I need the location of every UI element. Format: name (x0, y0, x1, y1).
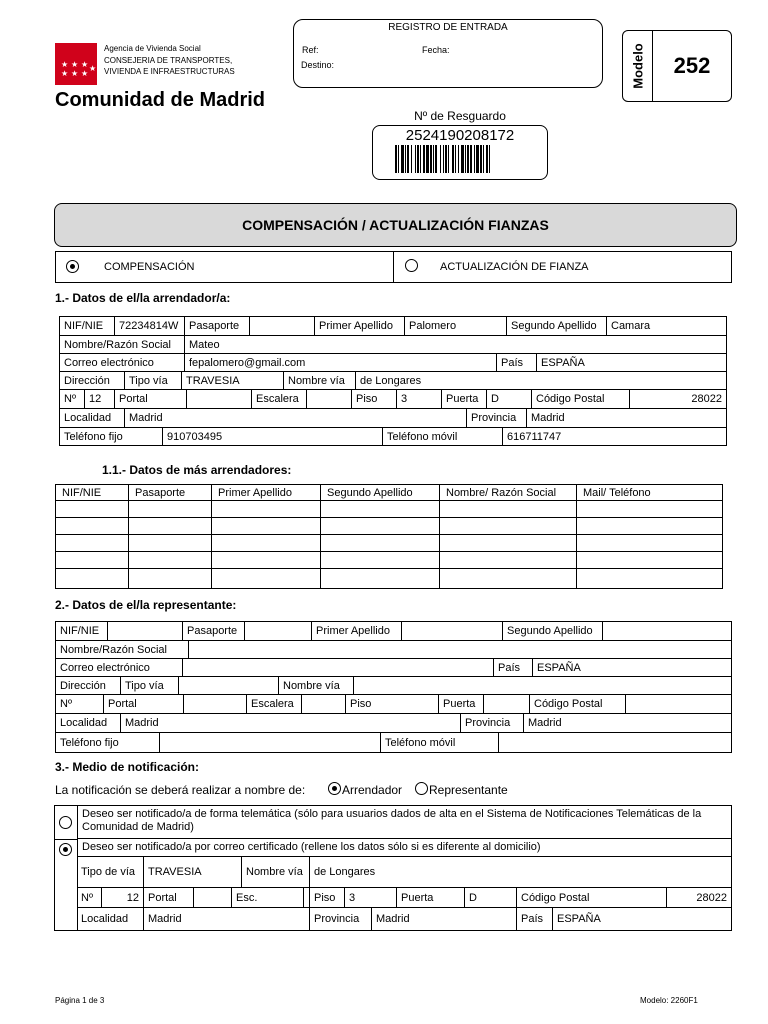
table-cell[interactable] (321, 518, 440, 534)
rep-tipo-via-label: Tipo vía (121, 677, 179, 694)
representante-grid (55, 621, 732, 753)
rep-tel-movil-label: Teléfono móvil (381, 733, 499, 752)
table-cell[interactable] (321, 535, 440, 551)
table-cell[interactable] (577, 569, 722, 588)
table-cell[interactable] (56, 518, 129, 534)
table-cell[interactable] (577, 552, 722, 568)
primer-apellido-field[interactable]: Palomero (405, 317, 507, 335)
tipo-via-field[interactable]: TRAVESIA (182, 372, 284, 389)
brand-title: Comunidad de Madrid (55, 89, 265, 111)
rep-tel-fijo-label: Teléfono fijo (56, 733, 160, 752)
localidad-field[interactable]: Madrid (125, 409, 467, 427)
rep-provincia-label: Provincia (461, 714, 524, 732)
cp-field[interactable]: 28022 (691, 393, 722, 405)
table-cell[interactable] (129, 569, 212, 588)
pasaporte-label: Pasaporte (185, 317, 250, 335)
table-cell[interactable] (440, 552, 577, 568)
column-header: Pasaporte (129, 485, 212, 500)
arrendador-grid (59, 316, 727, 446)
arrendador-row-telefono (60, 428, 726, 445)
table-cell[interactable] (321, 552, 440, 568)
telematica-radio[interactable] (59, 816, 72, 829)
rep-nombre-via-field[interactable] (354, 677, 731, 694)
table-cell[interactable] (56, 535, 129, 551)
table-cell[interactable] (212, 535, 321, 551)
registro-entrada-box (293, 19, 603, 88)
tipo-via-label: Tipo vía (125, 372, 182, 389)
correo-field[interactable]: fepalomero@gmail.com (185, 354, 497, 371)
cp-label: Código Postal (532, 390, 630, 408)
destino-label: Destino: (301, 60, 335, 70)
rep-cp-label: Código Postal (530, 695, 626, 713)
puerta-label: Puerta (442, 390, 487, 408)
rep-nombre-field[interactable] (189, 641, 731, 658)
corr-localidad-field[interactable]: Madrid (144, 908, 310, 930)
column-header: Nombre/ Razón Social (440, 485, 577, 500)
primer-apellido-label: Primer Apellido (315, 317, 405, 335)
page-number: Página 1 de 3 (55, 996, 105, 1005)
table-row (56, 501, 722, 518)
table-row (56, 552, 722, 569)
portal-field[interactable] (187, 390, 252, 408)
corr-pais-label: País (517, 908, 553, 930)
table-cell[interactable] (577, 501, 722, 517)
resguardo-number: 2524190208172 (405, 127, 515, 144)
nombre-field[interactable]: Mateo (189, 338, 220, 351)
corr-puerta-field[interactable]: D (465, 888, 517, 907)
column-header: Mail/ Teléfono (583, 486, 651, 499)
table-cell[interactable] (440, 535, 577, 551)
rep-row-correo (56, 659, 731, 677)
resguardo-box (372, 125, 548, 180)
corr-row-via (77, 856, 731, 888)
corr-provincia-field[interactable]: Madrid (372, 908, 517, 930)
representante-radio[interactable] (415, 782, 428, 795)
portal-label: Portal (115, 390, 187, 408)
nombre-via-label: Nombre vía (284, 372, 356, 389)
escalera-label: Escalera (252, 390, 307, 408)
notificacion-a-nombre: La notificación se deberá realizar a nombre de: (55, 783, 306, 797)
table-row (56, 535, 722, 552)
agency-text (104, 43, 264, 77)
compensacion-radio[interactable] (66, 260, 79, 273)
corr-cp-label: Código Postal (517, 888, 667, 907)
rep-primer-apellido-field[interactable] (402, 622, 503, 640)
ref-label: Ref: (302, 45, 319, 55)
table-cell[interactable] (129, 518, 212, 534)
rep-row-localidad (56, 714, 731, 733)
rep-segundo-apellido-field[interactable] (603, 622, 731, 640)
rep-primer-apellido-label: Primer Apellido (312, 622, 402, 640)
model-code: Modelo: 2260F1 (640, 996, 698, 1005)
arrendador-row-nombre (60, 336, 726, 354)
table-cell[interactable] (321, 501, 440, 517)
rep-localidad-field[interactable]: Madrid (121, 714, 461, 732)
segundo-apellido-field[interactable]: Camara (611, 320, 651, 332)
rep-localidad-label: Localidad (56, 714, 121, 732)
rep-nif-field[interactable] (108, 622, 183, 640)
section1-title: 1.- Datos de el/la arrendador/a: (55, 291, 231, 305)
corr-portal-label: Portal (144, 888, 194, 907)
direccion-label: Dirección (60, 372, 125, 389)
rep-row-nif (56, 622, 731, 641)
nombre-via-field[interactable]: de Longares (360, 374, 422, 387)
puerta-field[interactable]: D (487, 390, 532, 408)
rep-no-label: Nº (56, 695, 104, 713)
consejeria-name: CONSEJERIA DE TRANSPORTES, VIVIENDA E INFRAESTRUCTURAS (104, 56, 235, 76)
corr-pais-field[interactable]: ESPAÑA (557, 913, 601, 925)
column-header: Segundo Apellido (321, 485, 440, 500)
section2-title: 2.- Datos de el/la representante: (55, 598, 237, 612)
rep-pais-label: País (494, 659, 533, 676)
corr-row-numero (77, 888, 731, 908)
table-cell[interactable] (56, 501, 129, 517)
comunidad-madrid-logo: ★ ★ ★ ★ ★ ★ ★ (55, 43, 97, 85)
column-header: Primer Apellido (212, 485, 321, 500)
corr-piso-field[interactable]: 3 (345, 888, 397, 907)
rep-correo-label: Correo electrónico (56, 659, 183, 676)
arrendador-row-numero (60, 390, 726, 409)
rep-portal-label: Portal (104, 695, 184, 713)
modelo-number: 252 (673, 53, 711, 78)
rep-tel-movil-field[interactable] (499, 733, 731, 752)
rep-row-numero (56, 695, 731, 714)
correo-direccion-grid (77, 856, 731, 930)
arrendador-label: Arrendador (342, 783, 403, 797)
actualizacion-label: ACTUALIZACIÓN DE FIANZA (440, 261, 589, 273)
table-cell[interactable] (440, 518, 577, 534)
table-cell[interactable] (56, 569, 129, 588)
table-cell[interactable] (577, 535, 722, 551)
modelo-box (622, 30, 732, 102)
table-cell[interactable] (212, 518, 321, 534)
correo-text: Deseo ser notificado/a por correo certificado (rellene los datos sólo si es diferente al domicilio) (82, 841, 541, 853)
pais-field[interactable]: ESPAÑA (541, 356, 585, 369)
table-cell[interactable] (440, 569, 577, 588)
corr-no-label: Nº (77, 888, 102, 907)
table-row (56, 569, 722, 588)
rep-pais-field[interactable]: ESPAÑA (537, 661, 581, 674)
arrendador-row-localidad (60, 409, 726, 428)
rep-puerta-field[interactable] (484, 695, 530, 713)
rep-nombre-label: Nombre/Razón Social (56, 641, 189, 658)
section3-title: 3.- Medio de notificación: (55, 760, 200, 774)
escalera-field[interactable] (307, 390, 352, 408)
table-cell[interactable] (129, 501, 212, 517)
nif-label: NIF/NIE (60, 317, 115, 335)
modelo-label: Modelo (630, 43, 645, 89)
mas-arrendadores-table (55, 484, 723, 589)
rep-row-nombre (56, 641, 731, 659)
table-cell[interactable] (321, 569, 440, 588)
tel-fijo-field[interactable]: 910703495 (163, 428, 383, 445)
nif-field[interactable]: 72234814W (115, 317, 185, 335)
arrendador-row-direccion (60, 372, 726, 390)
table-cell[interactable] (440, 501, 577, 517)
rep-nif-label: NIF/NIE (56, 622, 108, 640)
resguardo-label: Nº de Resguardo (414, 109, 506, 123)
corr-puerta-label: Puerta (397, 888, 465, 907)
arrendador-row-correo (60, 354, 726, 372)
table-row (56, 518, 722, 535)
telematica-text: Deseo ser notificado/a de forma telemática (sólo para usuarios dados de alta en el Sistema de Notificaciones Telemáticas de la Comunidad de Madrid) (82, 808, 702, 833)
rep-nombre-via-label: Nombre vía (279, 677, 354, 694)
form-title: COMPENSACIÓN / ACTUALIZACIÓN FIANZAS (54, 203, 737, 247)
actualizacion-radio[interactable] (405, 259, 418, 272)
pais-label: País (497, 354, 537, 371)
localidad-label: Localidad (60, 409, 125, 427)
rep-row-telefono (56, 733, 731, 752)
corr-esc-label: Esc. (232, 888, 304, 907)
corr-tipo-via-field[interactable]: TRAVESIA (144, 857, 242, 887)
piso-label: Piso (352, 390, 397, 408)
rep-tipo-via-field[interactable] (179, 677, 279, 694)
notificacion-grid (54, 805, 732, 931)
correo-radio[interactable] (59, 843, 72, 856)
registro-title: REGISTRO DE ENTRADA (388, 22, 508, 33)
option-compensacion[interactable] (56, 252, 394, 282)
corr-no-field[interactable]: 12 (102, 888, 144, 907)
mas-table-header (56, 485, 722, 501)
rep-piso-label: Piso (346, 695, 439, 713)
arrendador-radio[interactable] (328, 782, 341, 795)
option-actualizacion[interactable] (394, 252, 731, 282)
corr-row-localidad (77, 908, 731, 930)
no-field[interactable]: 12 (85, 390, 115, 408)
tel-movil-field[interactable]: 616711747 (507, 430, 562, 443)
table-cell[interactable] (212, 552, 321, 568)
table-cell[interactable] (212, 501, 321, 517)
pasaporte-field[interactable] (250, 317, 315, 335)
corr-localidad-label: Localidad (77, 908, 144, 930)
tel-fijo-label: Teléfono fijo (60, 428, 163, 445)
rep-escalera-label: Escalera (247, 695, 302, 713)
rep-pasaporte-label: Pasaporte (183, 622, 245, 640)
no-label: Nº (60, 390, 85, 408)
nombre-label: Nombre/Razón Social (60, 336, 185, 353)
corr-tipo-via-label: Tipo de vía (77, 857, 144, 887)
rep-puerta-label: Puerta (439, 695, 484, 713)
section11-title: 1.1.- Datos de más arrendadores: (102, 463, 292, 477)
rep-pasaporte-field[interactable] (245, 622, 312, 640)
rep-direccion-label: Dirección (56, 677, 121, 694)
tramite-options (55, 251, 732, 283)
corr-portal-field[interactable] (194, 888, 232, 907)
corr-nombre-via-field[interactable]: de Longares (314, 866, 376, 878)
piso-field[interactable]: 3 (397, 390, 442, 408)
rep-cp-field[interactable] (626, 695, 731, 713)
corr-provincia-label: Provincia (310, 908, 372, 930)
rep-escalera-field[interactable] (302, 695, 346, 713)
table-cell[interactable] (129, 535, 212, 551)
fecha-label: Fecha: (422, 45, 450, 55)
table-cell[interactable] (577, 518, 722, 534)
corr-cp-field[interactable]: 28022 (696, 891, 727, 904)
correo-label: Correo electrónico (60, 354, 185, 371)
barcode-image (395, 145, 527, 173)
rep-segundo-apellido-label: Segundo Apellido (503, 622, 603, 640)
table-cell[interactable] (129, 552, 212, 568)
compensacion-label: COMPENSACIÓN (104, 261, 195, 273)
corr-piso-label: Piso (310, 888, 345, 907)
table-cell[interactable] (56, 552, 129, 568)
arrendador-row-nif (60, 317, 726, 336)
rep-tel-fijo-field[interactable] (160, 733, 381, 752)
rep-row-direccion (56, 677, 731, 695)
table-cell[interactable] (212, 569, 321, 588)
representante-label: Representante (429, 783, 508, 797)
rep-portal-field[interactable] (184, 695, 247, 713)
agency-name: Agencia de Vivienda Social (104, 44, 201, 53)
provincia-field[interactable]: Madrid (531, 412, 565, 424)
provincia-label: Provincia (467, 409, 527, 427)
tel-movil-label: Teléfono móvil (383, 428, 503, 445)
corr-nombre-via-label: Nombre vía (242, 857, 310, 887)
segundo-apellido-label: Segundo Apellido (507, 317, 607, 335)
rep-correo-field[interactable] (183, 659, 494, 676)
rep-provincia-field[interactable]: Madrid (528, 717, 562, 729)
column-header: NIF/NIE (56, 485, 129, 500)
